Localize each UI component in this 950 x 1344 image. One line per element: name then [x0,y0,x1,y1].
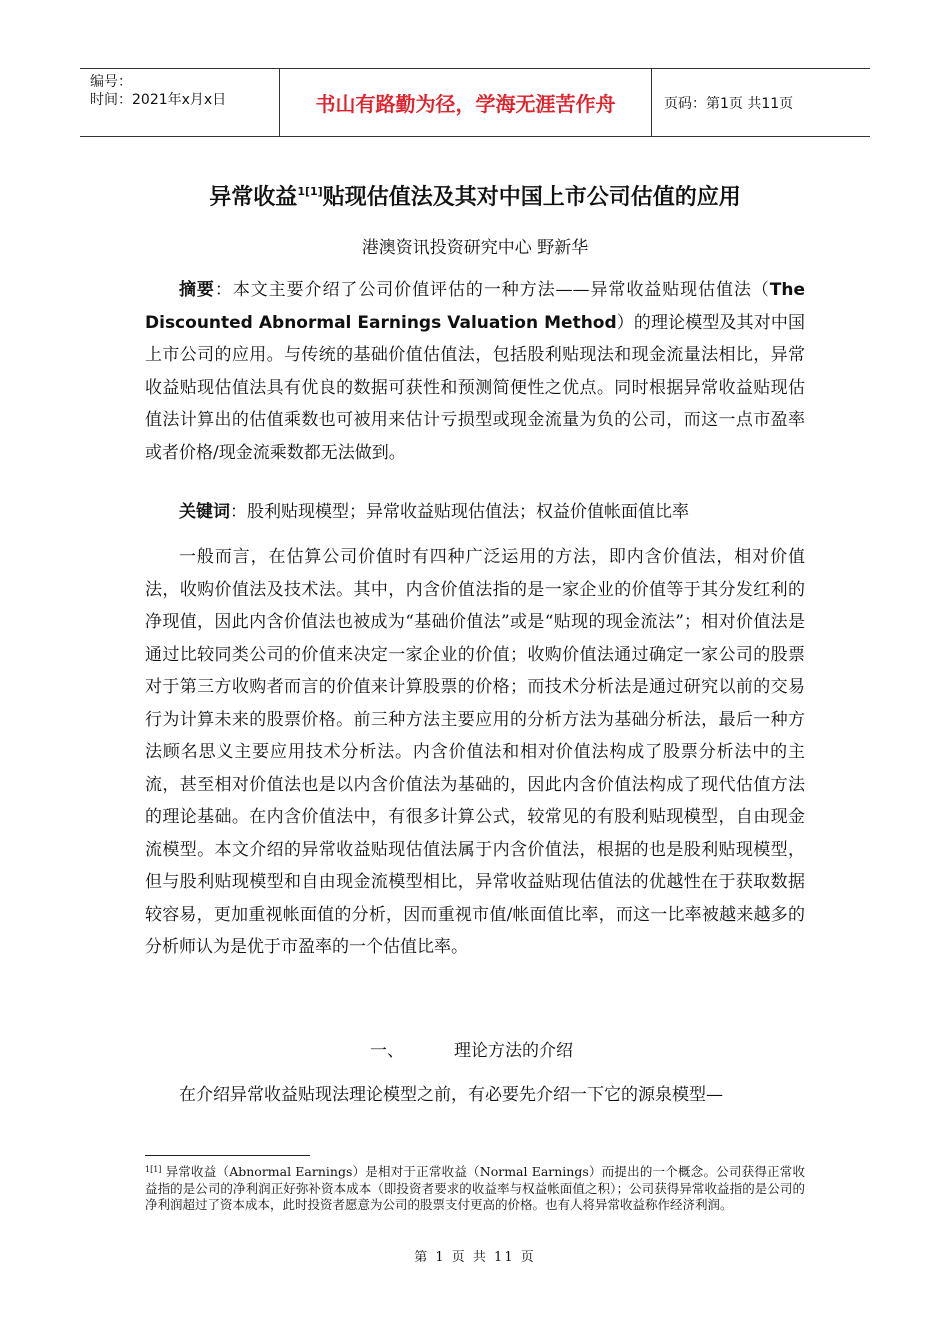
abstract-text-after: ）的理论模型及其对中国上市公司的应用。与传统的基础价值估值法，包括股利贴现法和现金流量法相比，异常收益贴现估值法具有优良的数据可获性和预测简便性之优点。同时根据异常收益贴现估值法计算出的估值乘数也可被用来估计亏损型或现金流量为负的公司，而这一点市盈率或者价格/现金流乘数都无法做到。 [145,312,806,463]
footnote-text: 异常收益（Abnormal Earnings）是相对于正常收益（Normal Earnings）而提出的一个概念。公司获得正常收益指的是公司的净利润正好弥补资本成本（即投资者要求的收益率与权益帐面值之积）；公司获得异常收益指的是公司的净利润超过了资本成本，此时投资者愿意为公司的股票支付更高的价格。也有人将异常收益称作经济利润。 [145,1164,805,1212]
section-heading [370,1036,573,1061]
header-page-code: 页码：第1页 共11页 [664,95,794,112]
document-title [0,180,950,211]
abstract-colon: ： [214,280,233,300]
section-paragraph: 在介绍异常收益贴现法理论模型之前，有必要先介绍一下它的源泉模型— [179,1085,723,1105]
keywords-label: 关键词 [179,502,230,522]
section-number: 一、 [370,1041,404,1061]
footnote-divider [145,1155,310,1156]
header-meta [80,69,280,136]
page-footer: 第 1 页 共 11 页 [414,1250,536,1265]
keywords-colon: ： [230,502,247,522]
time-label: 时间：2021年x月x日 [90,92,227,108]
abstract-label: 摘要 [179,280,215,300]
number-label: 编号： [90,74,132,90]
title-footnote-marker[interactable]: 1[1] [297,185,323,198]
keywords-paragraph [145,496,805,529]
keywords-text: 股利贴现模型；异常收益贴现估值法；权益价值帐面值比率 [247,502,689,522]
footnote-marker: 1[1] [145,1165,162,1174]
abstract-text-before: 本文主要介绍了公司价值评估的一种方法——异常收益贴现估值法（ [232,280,770,300]
author-line: 港澳资讯投资研究中心 野新华 [361,238,589,258]
intro-paragraph: 一般而言，在估算公司价值时有四种广泛运用的方法，即内含价值法，相对价值法，收购价值法及技术法。其中，内含价值法指的是一家企业的价值等于其分发红利的净现值，因此内含价值法也被成为“基础价值法”或是“贴现的现金流法”；相对价值法是通过比较同类公司的价值来决定一家企业的价值；收购价值法通过确定一家公司的股票对于第三方收购者而言的价值来计算股票的价格；而技术分析法是通过研究以前的交易行为计算未来的股票价格。前三种方法主要应用的分析方法为基础分析法，最后一种方法顾名思义主要应用技术分析法。内含价值法和相对价值法构成了股票分析法中的主流，甚至相对价值法也是以内含价值法为基础的，因此内含价值法构成了现代估值方法的理论基础。在内含价值法中，有很多计算公式，较常见的有股利贴现模型，自由现金流模型。本文介绍的异常收益贴现估值法属于内含价值法，根据的也是股利贴现模型，但与股利贴现模型和自由现金流模型相比，异常收益贴现估值法的优越性在于获取数据较容易，更加重视帐面值的分析，因而重视市值/帐面值比率，而这一比率被越来越多的分析师认为是优于市盈率的一个估值比率。 [145,547,805,957]
section-title: 理论方法的介绍 [454,1041,573,1061]
title-rest: 贴现估值法及其对中国上市公司估值的应用 [322,185,741,210]
abstract-paragraph [145,274,805,469]
document-header [80,68,870,137]
abstract-english-title: The Discounted Abnormal Earnings Valuation Method [145,280,806,333]
footnote [145,1162,805,1214]
header-motto: 书山有路勤为径，学海无涯苦作舟 [280,69,652,136]
title-main: 异常收益 [209,185,298,210]
